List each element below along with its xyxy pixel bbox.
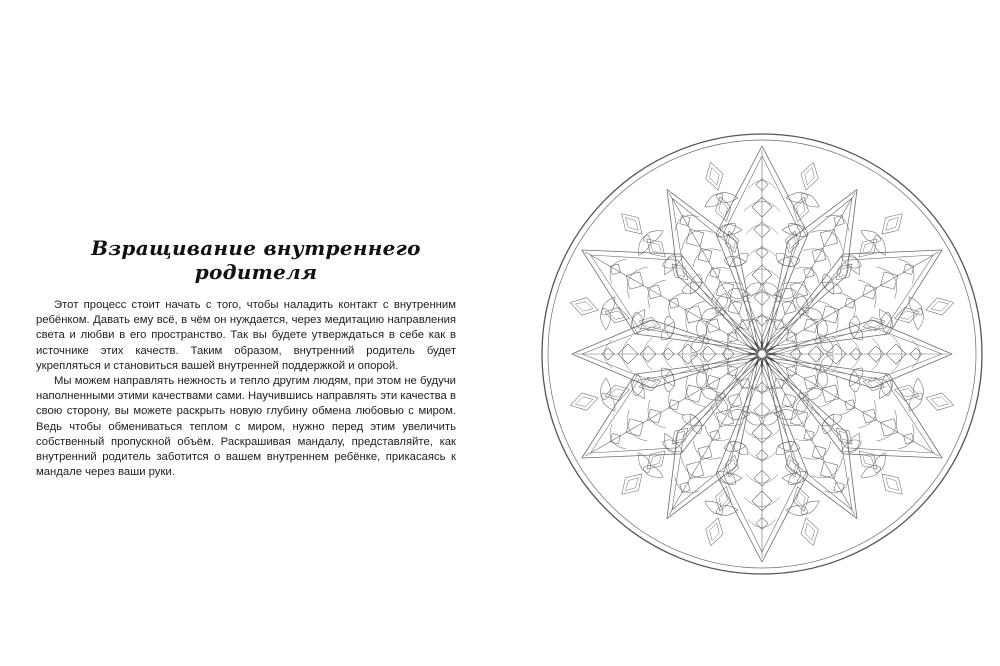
mandala-filler [892, 382, 921, 404]
paragraph-2: Мы можем направлять нежность и тепло другим людям, при этом не будучи наполненными этими качествами сами. Научившись направлять эти качества в свою сторону, вы можете раскрыть новую глубину обмена любовью с миром. Ведь чтобы обмениваться теплом с миром, нужно перед этим увеличить собственный пропускной объём. Раскрашивая мандалу, представляйте, как внутренний родитель заботится о вашем внутреннем ребёнке, прикасаясь к мандале через ваши руки. [36, 375, 456, 479]
mandala-filler [615, 207, 648, 240]
mandala-filler [923, 294, 955, 319]
mandala-icon [538, 130, 986, 578]
mandala-filler [876, 468, 909, 501]
mandala-filler [797, 160, 822, 192]
mandala-sector [724, 166, 897, 373]
mandala-filler [712, 484, 734, 513]
mandala-filler [790, 195, 812, 224]
paragraph-1: Этот процесс стоит начать с того, чтобы наладить контакт с внутренним ребёнком. Давать ему всё, в чём он нуждается, через медитацию направления света и любви в его пространство. Так вы будете утверждаться в себе как в источнике этих качеств. Таким образом, внутренний родитель будет укрепляться и становиться вашей внутренней поддержкой и опорой. [36, 299, 456, 372]
mandala-sector [627, 166, 800, 373]
mandala-filler [568, 294, 600, 319]
mandala-sector [627, 334, 800, 541]
mandala-filler [603, 382, 632, 404]
text-column [36, 236, 456, 480]
mandala-filler [603, 304, 632, 326]
mandala-filler [712, 195, 734, 224]
mandala-illustration [538, 130, 986, 578]
mandala-filler [892, 304, 921, 326]
mandala-filler [702, 515, 727, 547]
mandala-filler [615, 468, 648, 501]
page-title: Взращивание внутреннего родителя [91, 236, 421, 284]
mandala-filler [790, 484, 812, 513]
mandala-filler [702, 160, 727, 192]
mandala-filler [568, 389, 600, 414]
mandala-sector [724, 334, 897, 541]
mandala-filler [923, 389, 955, 414]
mandala-filler [797, 515, 822, 547]
mandala-center-star [746, 338, 778, 370]
mandala-filler [876, 207, 909, 240]
